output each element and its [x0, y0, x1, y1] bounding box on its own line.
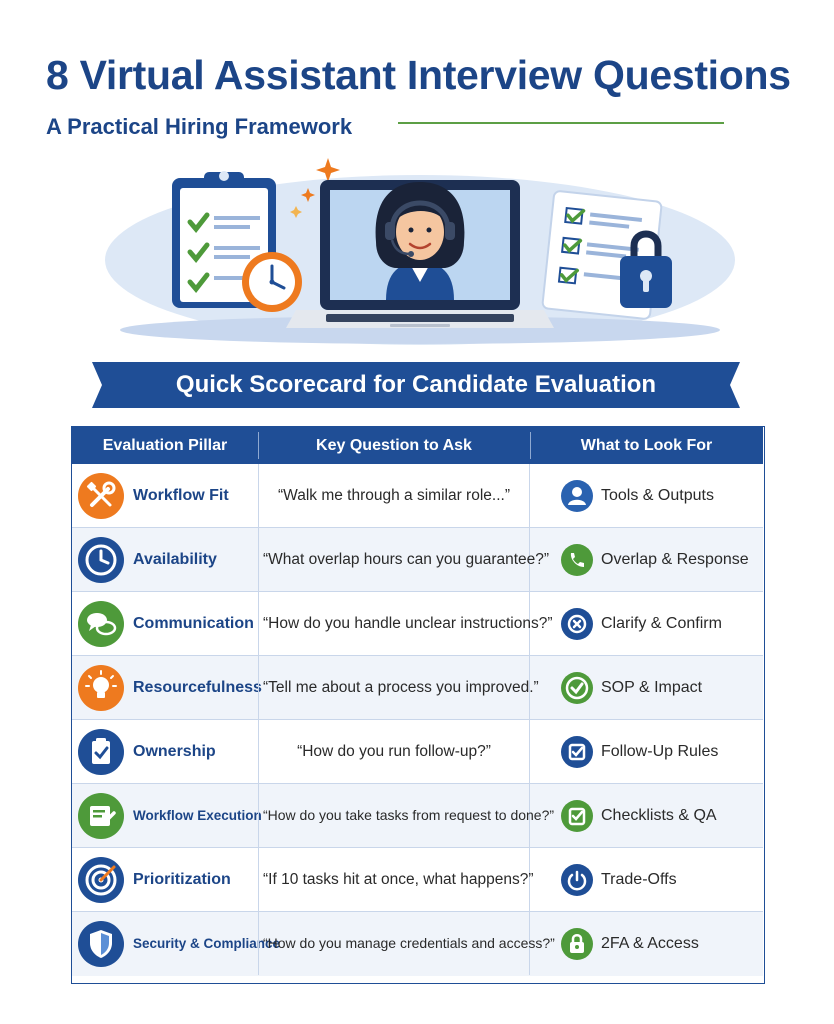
shield-icon: [78, 921, 124, 967]
look-for-label: 2FA & Access: [601, 935, 699, 952]
table-row: [72, 464, 763, 528]
user-icon: [561, 480, 593, 512]
pillar-label: Availability: [133, 551, 217, 568]
check-circle-icon: [561, 672, 593, 704]
table-row: [72, 528, 763, 592]
pillar-label: Workflow Fit: [133, 487, 229, 504]
look-for-label: Trade-Offs: [601, 871, 677, 888]
tools-icon: [78, 473, 124, 519]
question-text: “Walk me through a similar role...”: [278, 487, 510, 504]
header-evaluation-pillar: Evaluation Pillar: [102, 437, 228, 454]
look-for-label: SOP & Impact: [601, 679, 703, 696]
question-text: “Tell me about a process you improved.”: [263, 679, 539, 696]
table-row: [72, 912, 763, 976]
look-for-label: Clarify & Confirm: [601, 615, 722, 632]
pillar-label: Workflow Execution: [133, 808, 262, 823]
lock-icon: [561, 928, 593, 960]
question-text: “How do you run follow-up?”: [297, 743, 491, 760]
clock-icon: [242, 252, 302, 312]
lightbulb-icon: [78, 665, 124, 711]
page-title: 8 Virtual Assistant Interview Questions: [46, 52, 791, 98]
header-key-question: Key Question to Ask: [316, 437, 472, 454]
headset-assistant-icon: [376, 182, 465, 300]
table-row: [72, 656, 763, 720]
phone-icon: [561, 544, 593, 576]
target-icon: [78, 857, 124, 903]
page-subtitle: A Practical Hiring Framework: [46, 114, 353, 139]
chat-bubbles-icon: [78, 601, 124, 647]
header-what-to-look-for: What to Look For: [580, 437, 713, 454]
pillar-label: Ownership: [133, 743, 216, 760]
hero-illustration: [100, 150, 740, 350]
question-text: “How do you take tasks from request to done?”: [263, 807, 555, 823]
power-icon: [561, 864, 593, 896]
table-row: [72, 592, 763, 656]
pillar-label: Communication: [133, 615, 254, 632]
table-row: [72, 720, 763, 784]
subtitle-divider: [398, 122, 724, 124]
scorecard-banner: [92, 362, 740, 408]
scorecard-table: [71, 426, 765, 984]
pillar-label: Resourcefulness: [133, 679, 262, 696]
clipboard-check-icon: [78, 729, 124, 775]
look-for-label: Checklists & QA: [601, 807, 717, 824]
question-text: “How do you manage credentials and access?”: [263, 935, 555, 951]
pillar-label: Prioritization: [133, 871, 231, 888]
look-for-label: Follow-Up Rules: [601, 743, 719, 760]
clipboard-check-icon: [561, 800, 593, 832]
question-text: “If 10 tasks hit at once, what happens?”: [263, 871, 534, 888]
clock-icon: [78, 537, 124, 583]
checkbox-icon: [561, 736, 593, 768]
pillar-label: Security & Compliance: [133, 936, 281, 951]
question-text: “How do you handle unclear instructions?”: [263, 615, 553, 632]
table-row: [72, 784, 763, 848]
table-header: [72, 427, 763, 464]
look-for-label: Tools & Outputs: [601, 487, 714, 504]
look-for-label: Overlap & Response: [601, 551, 749, 568]
question-text: “What overlap hours can you guarantee?”: [263, 551, 550, 568]
clarify-icon: [561, 608, 593, 640]
table-row: [72, 848, 763, 912]
banner-title: Quick Scorecard for Candidate Evaluation: [175, 371, 657, 398]
checklist-icon: [78, 793, 124, 839]
